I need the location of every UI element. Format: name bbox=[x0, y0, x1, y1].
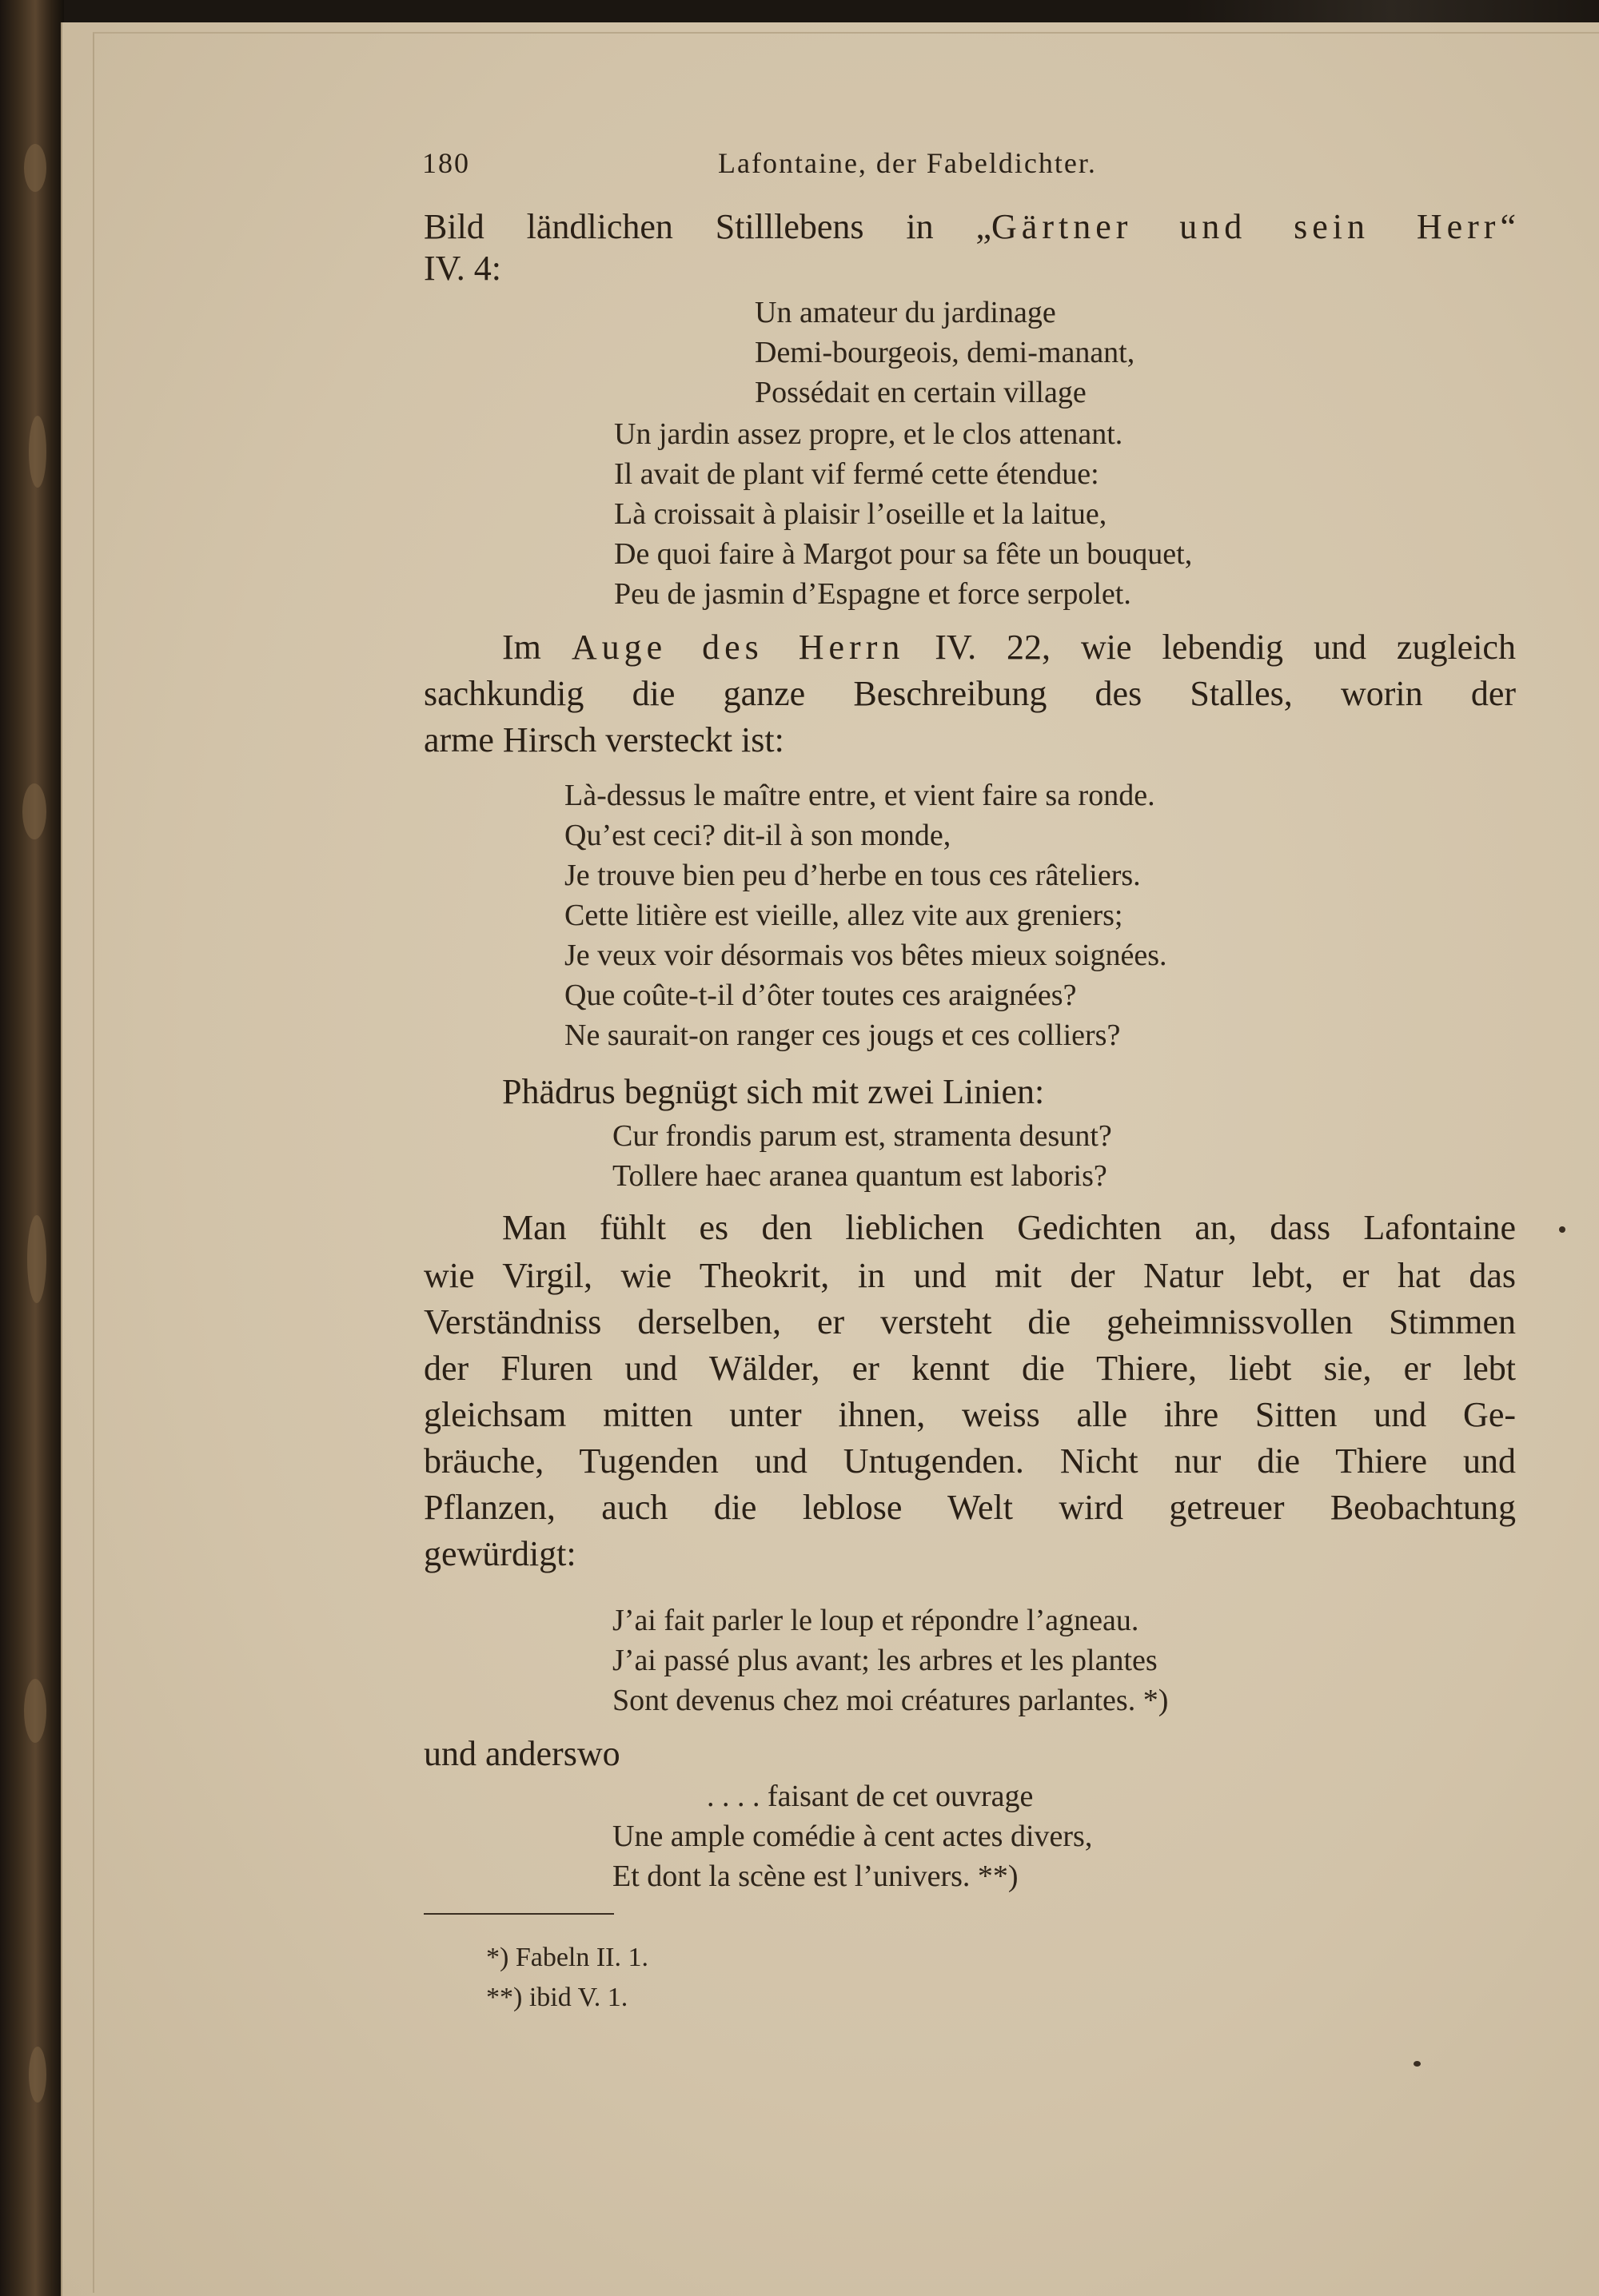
running-title: Lafontaine, der Fabeldichter. bbox=[718, 147, 1097, 179]
emphasis-title: Gärtner und sein Herr bbox=[991, 207, 1501, 246]
paragraph-line: gewürdigt: bbox=[424, 1534, 576, 1573]
verse-line: Peu de jasmin d’Espagne et force serpolet. bbox=[614, 577, 1131, 611]
verse-line: Un amateur du jardinage bbox=[755, 296, 1056, 329]
verse-line: Cette litière est vieille, allez vite aux greniers; bbox=[564, 899, 1123, 932]
verse-line: Sont devenus chez moi créatures parlantes. *) bbox=[612, 1684, 1169, 1717]
text-run: Im bbox=[502, 628, 572, 667]
verse-line: J’ai fait parler le loup et répondre l’agneau. bbox=[612, 1604, 1139, 1637]
text-run: IV. 22, wie lebendig und zugleich bbox=[904, 628, 1516, 667]
verse-line: Que coûte-t-il d’ôter toutes ces araignées? bbox=[564, 979, 1077, 1012]
verse-line: Là croissait à plaisir l’oseille et la laitue, bbox=[614, 497, 1107, 531]
paragraph-line bbox=[424, 209, 1516, 245]
text-run: “ bbox=[1500, 207, 1516, 246]
verse-line: Cur frondis parum est, stramenta desunt? bbox=[612, 1119, 1112, 1153]
footnote-rule bbox=[424, 1913, 614, 1915]
verse-line: Et dont la scène est l’univers. **) bbox=[612, 1860, 1019, 1893]
paragraph-line: arme Hirsch versteckt ist: bbox=[424, 720, 784, 759]
verse-line: Un jardin assez propre, et le clos attenant. bbox=[614, 417, 1123, 451]
verse-line: Possédait en certain village bbox=[755, 376, 1087, 409]
paragraph-line: sachkundig die ganze Beschreibung des Stalles, worin der bbox=[424, 674, 1516, 713]
ink-speck bbox=[1559, 1226, 1565, 1233]
paragraph-line: bräuche, Tugenden und Untugenden. Nicht nur die Thiere und bbox=[424, 1441, 1516, 1481]
paragraph-line: und anderswo bbox=[424, 1734, 620, 1773]
verse-line: Là-dessus le maître entre, et vient faire sa ronde. bbox=[564, 779, 1155, 812]
verse-line: . . . . faisant de cet ouvrage bbox=[707, 1780, 1034, 1813]
verse-line: De quoi faire à Margot pour sa fête un bouquet, bbox=[614, 537, 1193, 571]
verse-line: Il avait de plant vif fermé cette étendue: bbox=[614, 457, 1099, 491]
page-number: 180 bbox=[422, 147, 470, 179]
paragraph-line: Phädrus begnügt sich mit zwei Linien: bbox=[502, 1072, 1045, 1111]
verse-line: Ne saurait-on ranger ces jougs et ces colliers? bbox=[564, 1018, 1121, 1052]
emphasis-title: Auge des Herrn bbox=[571, 628, 905, 667]
paragraph-line: Verständniss derselben, er versteht die geheimnissvollen Stimmen bbox=[424, 1302, 1516, 1341]
paragraph-line: IV. 4: bbox=[424, 249, 501, 288]
footnote: **) ibid V. 1. bbox=[486, 1983, 628, 2012]
text-run: Bild ländlichen Stilllebens in „ bbox=[424, 207, 992, 246]
verse-line: J’ai passé plus avant; les arbres et les plantes bbox=[612, 1644, 1158, 1677]
footnote: *) Fabeln II. 1. bbox=[486, 1943, 649, 1972]
verse-line: Tollere haec aranea quantum est laboris? bbox=[612, 1159, 1107, 1193]
verse-line: Qu’est ceci? dit-il à son monde, bbox=[564, 819, 951, 852]
paragraph-line: der Fluren und Wälder, er kennt die Thiere, liebt sie, er lebt bbox=[424, 1349, 1516, 1388]
verse-line: Je trouve bien peu d’herbe en tous ces râteliers. bbox=[564, 859, 1141, 892]
verse-line: Une ample comédie à cent actes divers, bbox=[612, 1820, 1093, 1853]
paragraph-line: gleichsam mitten unter ihnen, weiss alle ihre Sitten und Ge- bbox=[424, 1395, 1516, 1434]
paragraph-line: wie Virgil, wie Theokrit, in und mit der Natur lebt, er hat das bbox=[424, 1256, 1516, 1295]
paragraph-line: Man fühlt es den lieblichen Gedichten an, dass Lafontaine bbox=[502, 1208, 1516, 1247]
verse-line: Je veux voir désormais vos bêtes mieux soignées. bbox=[564, 939, 1167, 972]
paragraph-line bbox=[502, 630, 1516, 665]
ink-speck bbox=[1414, 2061, 1421, 2067]
verse-line: Demi-bourgeois, demi-manant, bbox=[755, 336, 1135, 369]
paragraph-line: Pflanzen, auch die leblose Welt wird getreuer Beobachtung bbox=[424, 1488, 1516, 1527]
